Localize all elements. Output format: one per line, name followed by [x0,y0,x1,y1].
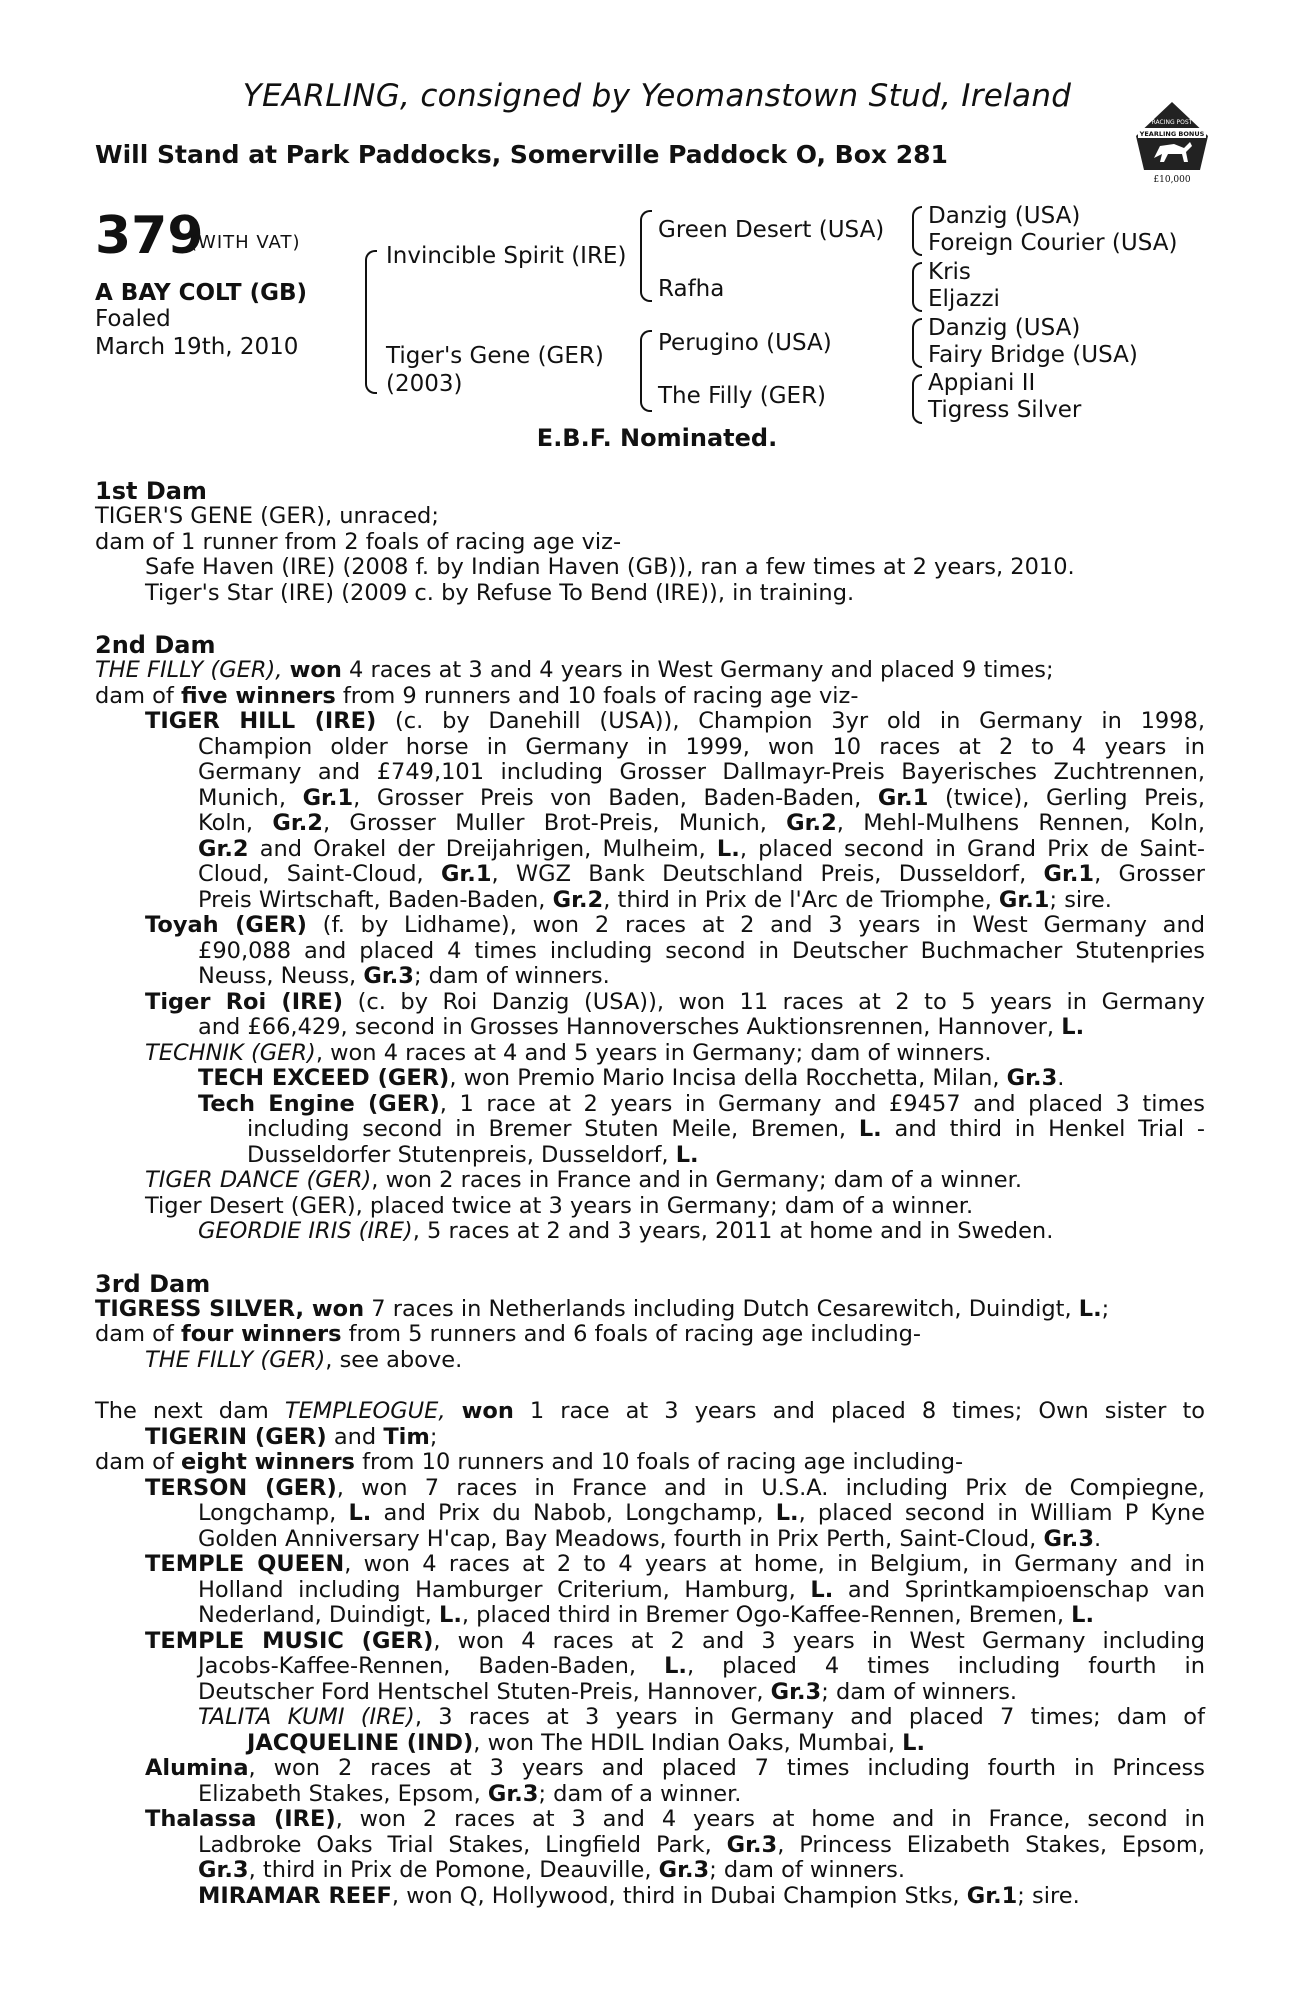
list-item: TERSON (GER), won 7 races in France and in U.S.A. including Prix de Compiegne, [145,1474,1205,1501]
list-item-cont: Holland including Hamburger Criterium, Hamburg, L. and Sprintkampioenschap van [198,1576,1206,1603]
second-dam-heading: 2nd Dam [95,631,216,659]
list-item-cont: Golden Anniversary H'cap, Bay Meadows, fourth in Prix Perth, Saint-Cloud, Gr.3. [198,1525,1102,1552]
foaled-label: Foaled [95,306,171,332]
ped-sss: Danzig (USA) [928,203,1081,229]
badge-top-text: RACING POST [1151,119,1193,126]
second-dam-produce-summary: dam of five winners from 9 runners and 10 foals of racing age viz- [95,682,859,709]
ped-dds: Appiani II [928,370,1036,396]
list-item: TEMPLE QUEEN, won 4 races at 2 to 4 years at home, in Belgium, in Germany and in [145,1551,1205,1577]
list-item: Thalassa (IRE), won 2 races at 3 and 4 years at home and in France, second in [145,1806,1205,1832]
list-item-cont: Ladbroke Oaks Trial Stakes, Lingfield Park, Gr.3, Princess Elizabeth Stakes, Epsom, [198,1831,1205,1858]
list-item: TEMPLE MUSIC (GER), won 4 races at 2 and 3 years in West Germany including [145,1627,1205,1654]
list-item-cont: Germany and £749,101 including Grosser Dallmayr-Preis Bayerisches Zuchtrennen, [198,759,1205,785]
list-item: TIGER DANCE (GER), won 2 races in France and in Germany; dam of a winner. [145,1167,1022,1193]
list-item: Toyah (GER) (f. by Lidhame), won 2 races at 2 and 3 years in West Germany and [145,912,1206,938]
list-item-cont: Preis Wirtschaft, Baden-Baden, Gr.2, third in Prix de l'Arc de Triomphe, Gr.1; sire. [198,886,1112,913]
brace-2 [912,262,922,312]
list-item-cont: Champion older horse in Germany in 1999, won 10 races at 2 to 4 years in [198,733,1205,760]
brace-3 [912,318,922,368]
brace-1 [912,206,922,256]
list-item: TALITA KUMI (IRE), 3 races at 3 years in Germany and placed 7 times; dam of [198,1704,1205,1730]
list-item: Tech Engine (GER), 1 race at 2 years in Germany and £9457 and placed 3 times [198,1090,1205,1117]
ped-sds: Kris [928,259,971,285]
stand-location: Will Stand at Park Paddocks, Somerville Paddock O, Box 281 [95,140,948,169]
list-item-cont: Koln, Gr.2, Grosser Muller Brot-Preis, Munich, Gr.2, Mehl-Mulhens Rennen, Koln, [198,810,1206,836]
list-item-cont: Gr.2 and Orakel der Dreijahrigen, Mulheim, L., placed second in Grand Prix de Saint- [198,835,1206,862]
list-item: TECH EXCEED (GER), won Premio Mario Incisa della Rocchetta, Milan, Gr.3. [198,1065,1065,1091]
next-dam-intro: The next dam TEMPLEOGUE, won 1 race at 3 years and placed 8 times; Own sister to [95,1398,1206,1424]
next-dam-intro-cont: TIGERIN (GER) and Tim; [145,1423,438,1450]
list-item: TIGER HILL (IRE) (c. by Danehill (USA)), Champion 3yr old in Germany in 1998, [145,708,1206,734]
list-item: Alumina, won 2 races at 3 years and placed 7 times including fourth in Princess [145,1755,1205,1781]
list-item-cont: Deutscher Ford Hentschel Stuten-Preis, Hannover, Gr.3; dam of winners. [198,1678,1018,1705]
second-dam-intro: THE FILLY (GER), won 4 races at 3 and 4 years in West Germany and placed 9 times; [95,657,1054,683]
vat-label: (WITH VAT) [190,232,301,253]
ped-sire-dam: Rafha [658,276,725,302]
ped-sdd: Eljazzi [928,286,1000,312]
list-item-cont: Gr.3, third in Prix de Pomone, Deauville, Gr.3; dam of winners. [198,1857,906,1883]
list-item-cont: Munich, Gr.1, Grosser Preis von Baden, Baden-Baden, Gr.1 (twice), Gerling Preis, [198,784,1206,811]
first-dam-line: dam of 1 runner from 2 foals of racing age viz- [95,528,622,555]
ped-dss: Danzig (USA) [928,315,1081,341]
brace-4 [912,374,922,424]
list-item: THE FILLY (GER), see above. [145,1346,463,1373]
ped-ssd: Foreign Courier (USA) [928,230,1178,256]
ped-dam-sire: Perugino (USA) [658,330,832,356]
list-item: TECHNIK (GER), won 4 races at 4 and 5 years in Germany; dam of winners. [145,1039,992,1066]
brace-sire-line [640,210,652,302]
list-item: JACQUELINE (IND), won The HDIL Indian Oaks, Mumbai, L. [247,1729,926,1756]
third-dam-produce-summary: dam of four winners from 5 runners and 6 foals of racing age including- [95,1321,922,1347]
list-item-cont: Jacobs-Kaffee-Rennen, Baden-Baden, L., placed 4 times including fourth in [198,1653,1206,1679]
badge-mid-text: YEARLING BONUS [1139,130,1205,138]
ped-sire-sire: Green Desert (USA) [658,217,885,243]
ebf-nominated: E.B.F. Nominated. [536,424,778,452]
list-item-cont: £90,088 and placed 4 times including second in Deutscher Buchmacher Stutenpries [198,937,1205,964]
first-dam-line: TIGER'S GENE (GER), unraced; [95,503,439,529]
list-item-cont: Nederland, Duindigt, L., placed third in Bremer Ogo-Kaffee-Rennen, Bremen, L. [198,1602,1095,1628]
list-item-cont: Neuss, Neuss, Gr.3; dam of winners. [198,963,610,989]
foaled-date: March 19th, 2010 [95,334,299,360]
brace-sire-dam [365,250,377,394]
list-item-cont: Dusseldorfer Stutenpreis, Dusseldorf, L. [247,1141,699,1168]
list-item-cont: including second in Bremer Stuten Meile, Bremen, L. and third in Henkel Trial - [247,1116,1206,1142]
catalogue-body [95,478,1205,1909]
list-item: Tiger Roi (IRE) (c. by Roi Danzig (USA)), won 11 races at 2 to 5 years in Germany [145,988,1205,1015]
badge-amount: £10,000 [1153,175,1191,185]
lot-number: 379 [95,206,204,266]
ped-ddd: Tigress Silver [928,397,1082,423]
ped-dam-year: (2003) [386,371,463,397]
brace-dam-line [640,330,652,412]
next-dam-produce-summary: dam of eight winners from 10 runners and 10 foals of racing age including- [95,1449,964,1475]
list-item-cont: Cloud, Saint-Cloud, Gr.1, WGZ Bank Deutschland Preis, Dusseldorf, Gr.1, Grosser [198,861,1205,887]
list-item: Tiger Desert (GER), placed twice at 3 years in Germany; dam of a winner. [145,1192,974,1219]
first-dam-produce: Tiger's Star (IRE) (2009 c. by Refuse To Bend (IRE)), in training. [145,579,855,606]
ped-sire: Invincible Spirit (IRE) [386,243,627,269]
third-dam-intro: TIGRESS SILVER, won 7 races in Netherlands including Dutch Cesarewitch, Duindigt, L.; [95,1295,1110,1322]
list-item: MIRAMAR REEF, won Q, Hollywood, third in Dubai Champion Stks, Gr.1; sire. [198,1882,1080,1909]
page-title: YEARLING, consigned by Yeomanstown Stud, Ireland [242,78,1072,114]
list-item-cont: Elizabeth Stakes, Epsom, Gr.3; dam of a winner. [198,1780,742,1807]
list-item-cont: Longchamp, L. and Prix du Nabob, Longchamp, L., placed second in William P Kyne [198,1500,1206,1526]
yearling-bonus-badge [1128,96,1216,188]
ped-dam-dam: The Filly (GER) [658,383,827,409]
list-item-cont: and £66,429, second in Grosses Hannoversches Auktionsrennen, Hannover, L. [198,1014,1085,1040]
lot-description: A BAY COLT (GB) [95,280,308,306]
first-dam-produce: Safe Haven (IRE) (2008 f. by Indian Haven (GB)), ran a few times at 2 years, 2010. [145,554,1075,580]
list-item: GEORDIE IRIS (IRE), 5 races at 2 and 3 years, 2011 at home and in Sweden. [198,1218,1054,1244]
ped-dam: Tiger's Gene (GER) [386,343,604,369]
ped-dsd: Fairy Bridge (USA) [928,342,1138,368]
first-dam-heading: 1st Dam [95,477,207,505]
third-dam-heading: 3rd Dam [95,1269,211,1298]
foaled-block [95,305,298,361]
